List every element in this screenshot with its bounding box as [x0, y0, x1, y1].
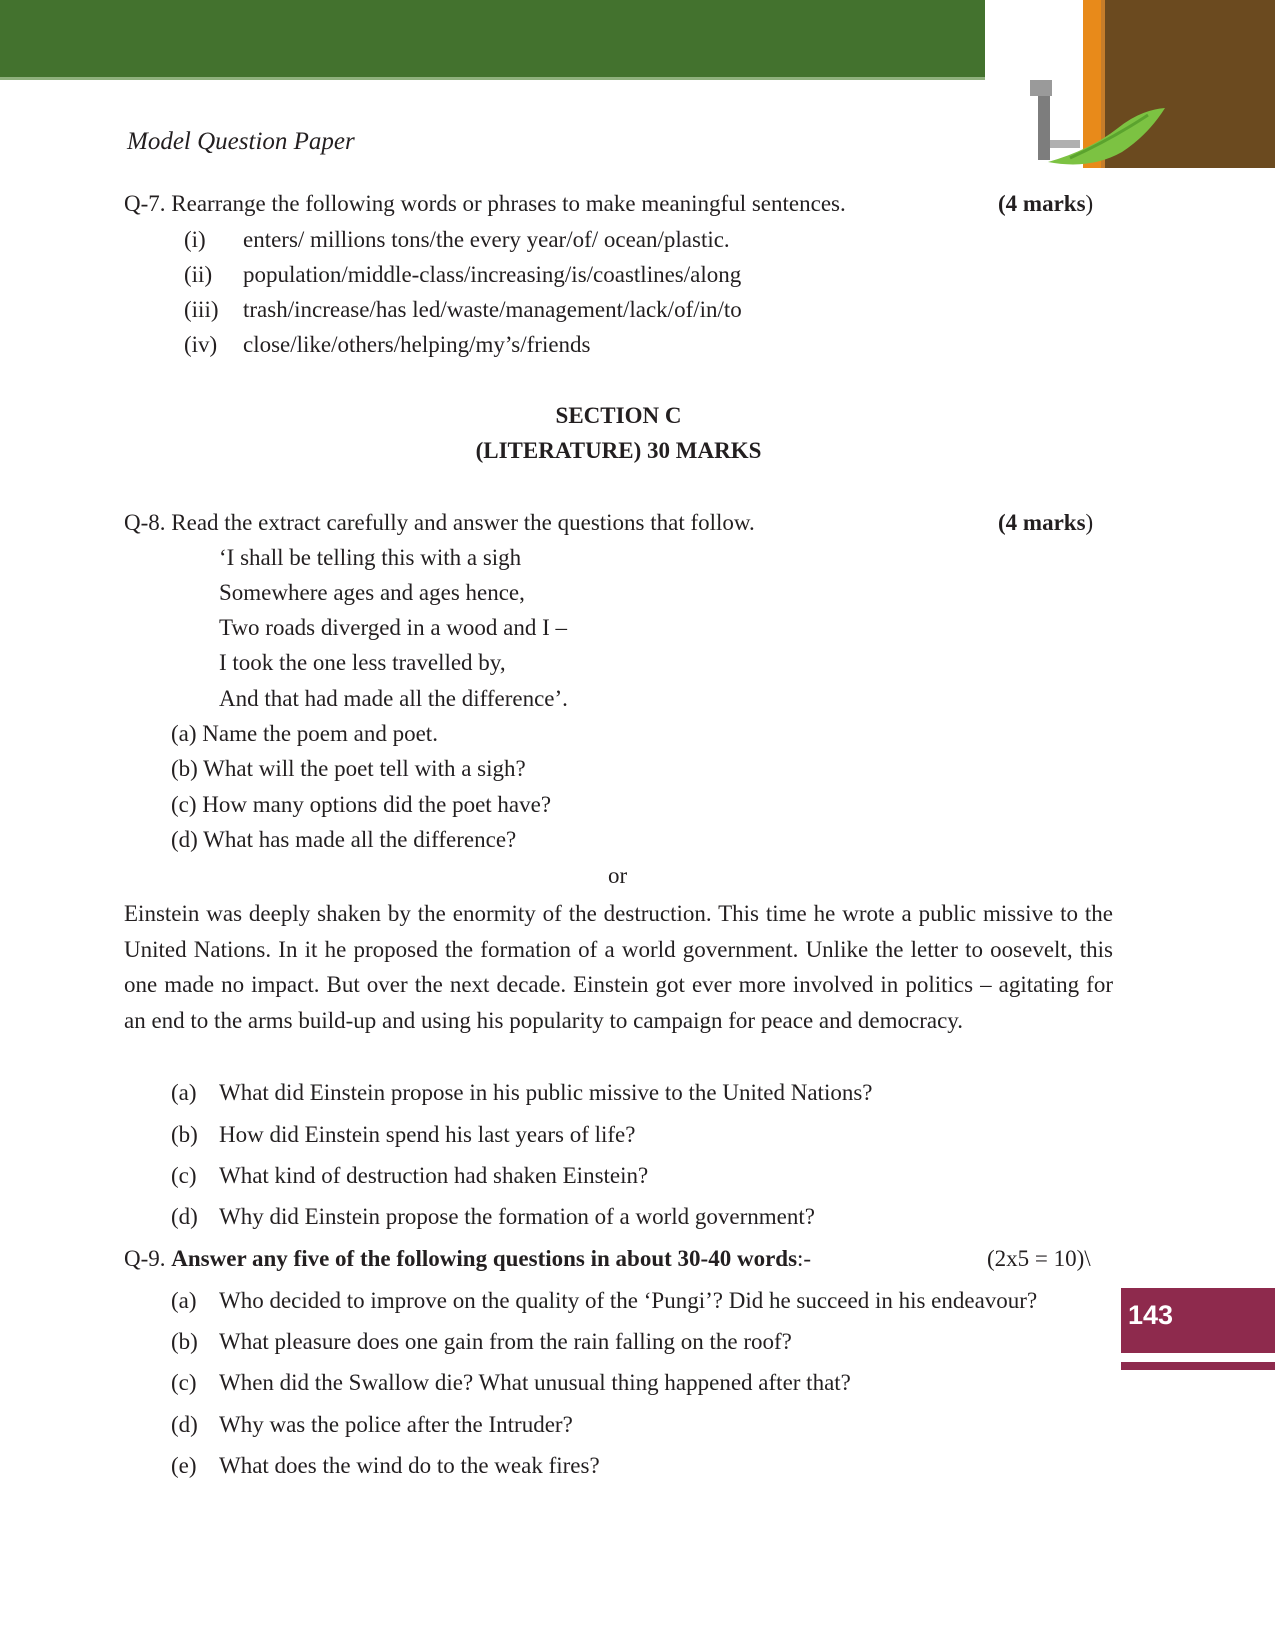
- passage-question-text: What kind of destruction had shaken Einstein?: [219, 1163, 649, 1188]
- q9-question-text: What pleasure does one gain from the rain falling on the roof?: [219, 1329, 792, 1354]
- q8-marks: (4 marks): [998, 510, 1094, 535]
- q9-marks: (2x5 = 10)\: [987, 1246, 1091, 1271]
- passage-question-text: Why did Einstein propose the formation of a world government?: [219, 1204, 815, 1229]
- q7-item-number: (ii): [184, 262, 213, 287]
- q9-question-text: When did the Swallow die? What unusual thing happened after that?: [219, 1370, 851, 1395]
- or-separator: or: [608, 863, 628, 888]
- q9-question-number: (e): [171, 1453, 197, 1478]
- q7-prompt: Q-7. Rearrange the following words or phrases to make meaningful sentences.: [124, 191, 846, 216]
- q9-question-text: What does the wind do to the weak fires?: [219, 1453, 600, 1478]
- passage-question-number: (b): [171, 1122, 198, 1147]
- q8-question: (a) Name the poem and poet.: [171, 721, 438, 746]
- q9-question-text: Who decided to improve on the quality of the ‘Pungi’? Did he succeed in his endeavour?: [219, 1288, 1038, 1313]
- q8-prompt: Q-8. Read the extract carefully and answer the questions that follow.: [124, 510, 755, 535]
- q7-item-number: (iv): [184, 332, 218, 357]
- poem-line: And that had made all the difference’.: [219, 686, 568, 711]
- q9-question-number: (a): [171, 1288, 197, 1313]
- einstein-passage: Einstein was deeply shaken by the enormity of the destruction. This time he wrote a public missive to the United Nations. In it he proposed the formation of a world government. Unlike the letter to oosevelt, this one made no impact. But over the next decade. Einstein got ever more involved in politics – agitating for an end to the arms build-up and using his popularity to campaign for peace and democracy.: [124, 901, 1113, 1033]
- q7-item-text: close/like/others/helping/my’s/friends: [243, 332, 591, 357]
- page-number: 143: [1128, 1300, 1174, 1330]
- poem-line: I took the one less travelled by,: [219, 650, 506, 675]
- passage-question-number: (c): [171, 1163, 197, 1188]
- q7-item-text: enters/ millions tons/the every year/of/ ocean/plastic.: [243, 227, 730, 252]
- q9-question-number: (c): [171, 1370, 197, 1395]
- running-header: Model Question Paper: [127, 128, 355, 155]
- corner-emblem-logo: [1030, 0, 1275, 168]
- q8-question: (c) How many options did the poet have?: [171, 792, 552, 817]
- passage-question-number: (d): [171, 1204, 198, 1229]
- passage-question-text: What did Einstein propose in his public missive to the United Nations?: [219, 1080, 873, 1105]
- q9-question-number: (d): [171, 1412, 198, 1437]
- q9-question-number: (b): [171, 1329, 198, 1354]
- q7-marks: (4 marks): [998, 191, 1094, 216]
- passage-question-text: How did Einstein spend his last years of life?: [219, 1122, 636, 1147]
- q7-item-text: trash/increase/has led/waste/management/lack/of/in/to: [243, 297, 742, 322]
- q9-prompt: Q-9. Answer any five of the following questions in about 30-40 words:-: [124, 1246, 812, 1271]
- poem-line: ‘I shall be telling this with a sigh: [219, 545, 522, 570]
- page-tab-rule: [1121, 1362, 1275, 1370]
- q8-question: (b) What will the poet tell with a sigh?: [171, 756, 526, 781]
- section-title: SECTION C: [555, 403, 682, 428]
- q9-question-text: Why was the police after the Intruder?: [219, 1412, 573, 1437]
- q7-item-number: (i): [184, 227, 206, 252]
- header-green-bar: [0, 0, 985, 77]
- q8-question: (d) What has made all the difference?: [171, 827, 517, 852]
- passage-question-number: (a): [171, 1080, 197, 1105]
- q7-item-number: (iii): [184, 297, 219, 322]
- q7-item-text: population/middle-class/increasing/is/coastlines/along: [243, 262, 742, 287]
- section-subtitle: (LITERATURE) 30 MARKS: [475, 438, 762, 463]
- poem-line: Two roads diverged in a wood and I –: [219, 615, 567, 640]
- header-bar-underline: [0, 77, 985, 80]
- poem-line: Somewhere ages and ages hence,: [219, 580, 525, 605]
